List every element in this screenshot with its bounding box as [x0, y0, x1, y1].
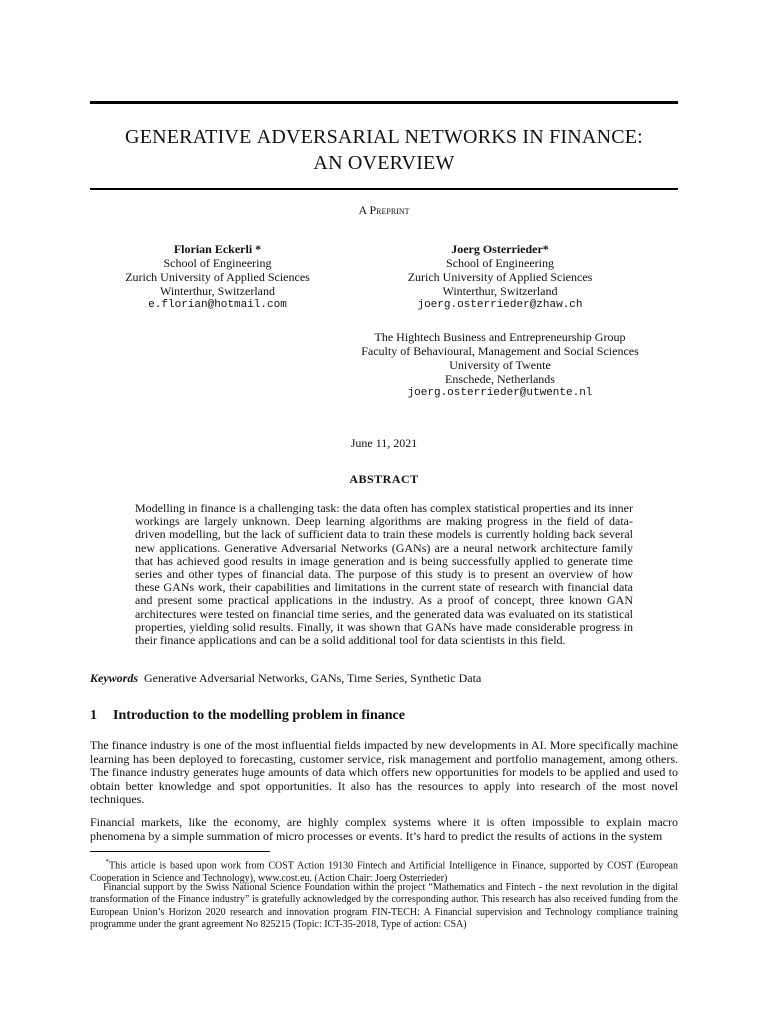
footnote-1-mark: * — [105, 858, 109, 866]
author-2-email[interactable]: joerg.osterrieder@zhaw.ch — [417, 299, 583, 311]
author-1-name: Florian Eckerli * — [173, 242, 262, 256]
author-1-email[interactable]: e.florian@hotmail.com — [148, 299, 287, 311]
author-2-affil2-line: The Hightech Business and Entrepreneurship Group — [374, 330, 626, 344]
publication-date: June 11, 2021 — [350, 436, 418, 450]
keywords-line — [90, 671, 678, 686]
title-top-rule — [90, 101, 678, 104]
footnote-1 — [90, 856, 678, 885]
author-2-affil-line: Zurich University of Applied Sciences — [407, 270, 593, 284]
author-2-affil2-line: Faculty of Behavioural, Management and Social Sciences — [361, 344, 639, 358]
author-2-email-2[interactable]: joerg.osterrieder@utwente.nl — [407, 387, 593, 399]
title-cap-n: N — [404, 126, 420, 148]
preprint-label: A Preprint — [358, 203, 410, 217]
footnote-1-text: This article is based upon work from COST Action 19130 Fintech and Artificial Intelligence in Finance, supported by COST (European Cooperation in Science and Technology), www.cost.eu. (Action Chair: Joerg Osterrieder) — [90, 860, 678, 884]
author-2-name: Joerg Osterrieder* — [451, 242, 549, 256]
title-cap-a: A — [256, 126, 272, 148]
author-1-affil-line: Zurich University of Applied Sciences — [125, 270, 310, 284]
abstract-heading: ABSTRACT — [349, 472, 419, 486]
author-2-affil2-line: University of Twente — [449, 358, 551, 372]
footnote-2 — [90, 882, 678, 932]
body-paragraph: Financial markets, like the economy, are highly complex systems where it is often impossible to explain macro phenomena by a simple summation of micro processes or events. It’s hard to predict the results of actions in the system — [90, 815, 678, 843]
author-2 — [370, 242, 630, 312]
title-text-3: ETWORKS IN FINANCE: — [419, 126, 643, 148]
abstract-text: Modelling in finance is a challenging task: the data often has complex statistical properties and its inner workings are largely unknown. Deep learning algorithms are making progress in the field of data-driven modelling, but the lack of sufficient data to train these models is currently holding back several new applications. Generative Adversarial Networks (GANs) are a neural network architecture family that has achieved good results in image generation and is being successfully applied to generate time series and other types of financial data. The purpose of this study is to present an overview of how these GANs work, their capabilities and limitations in the current state of research with financial data and present some practical applications in the industry. As a proof of concept, three known GAN architectures were tested on financial time series, and the generated data was evaluated on its statistical properties, yielding solid results. Finally, it was shown that GANs have made considerable progress in their finance applications and can be a solid additional tool for data scientists in this field. — [135, 501, 633, 648]
author-2-affil-line: Winterthur, Switzerland — [442, 284, 558, 298]
section-number: 1 — [90, 708, 97, 723]
author-1-affil-line: Winterthur, Switzerland — [159, 284, 275, 298]
author-1-affil-line: School of Engineering — [163, 256, 272, 270]
footnote-rule — [90, 851, 270, 852]
title-text-2: DVERSARIAL — [271, 126, 405, 148]
author-1 — [105, 242, 330, 312]
keywords-list: Generative Adversarial Networks, GANs, Time Series, Synthetic Data — [144, 671, 482, 685]
paper-title-line-1 — [90, 124, 678, 150]
section-title: Introduction to the modelling problem in finance — [113, 708, 405, 723]
author-2-affil-line: School of Engineering — [446, 256, 554, 270]
keywords-label: Keywords — [90, 671, 138, 685]
title-cap-g: G — [125, 126, 140, 148]
title-text-1: ENERATIVE — [139, 126, 257, 148]
author-2-second-affiliation — [340, 330, 660, 400]
section-heading — [90, 708, 678, 724]
footnote-2-text: Financial support by the Swiss National Science Foundation within the project “Mathematics and Fintech - the next revolution in the digital transformation of the Finance industry” is gratefully acknowledged by the corresponding author. This research has also received funding from the European Union’s Horizon 2020 research and innovation program FIN-TECH: A Financial supervision and Technology compliance training programme under the grant agreement No 825215 (Topic: ICT-35-2018, Type of action: CSA) — [90, 882, 678, 931]
author-2-affil2-line: Enschede, Netherlands — [445, 372, 555, 386]
title-bottom-rule — [90, 188, 678, 190]
body-paragraph: The finance industry is one of the most influential fields impacted by new developments in AI. More specifically machine learning has been deployed to forecasting, customer service, risk management and portfolio management, among others. The finance industry generates huge amounts of data which offers new opportunities for models to be applied and used to obtain better knowledge and spot opportunities. It also has the resources to apply into research of the most novel techniques. — [90, 738, 678, 807]
paper-title-line-2: AN OVERVIEW — [313, 152, 455, 174]
